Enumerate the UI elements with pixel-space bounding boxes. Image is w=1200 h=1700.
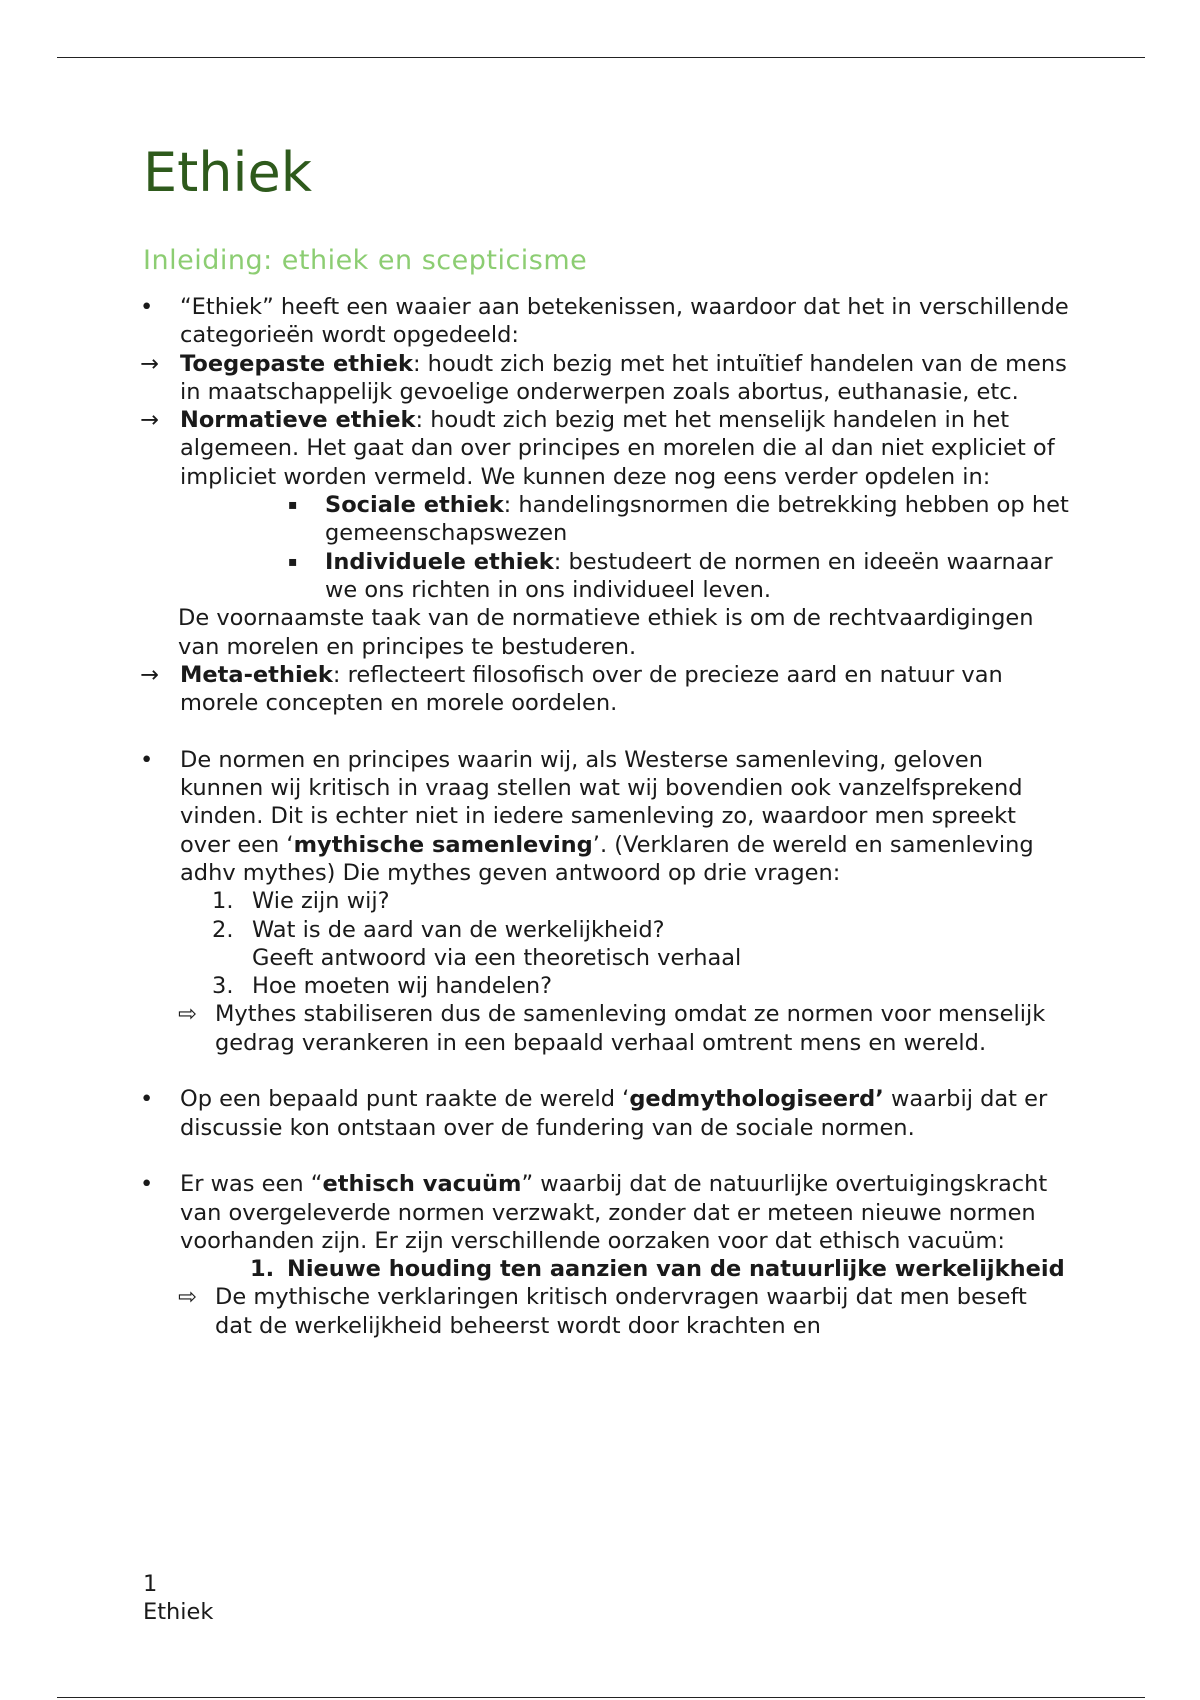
paragraph-text: Er was een “ xyxy=(180,1171,323,1198)
list-item-text: Hoe moeten wij handelen? xyxy=(252,973,553,1000)
document-body xyxy=(0,293,1200,1340)
arrow-marker: → xyxy=(140,407,159,434)
paragraph-text: Mythes stabiliseren dus de samenleving omdat ze normen voor menselijk gedrag verankeren in een bepaald verhaal omtrent mens en wereld. xyxy=(215,1001,1046,1056)
paragraph-text: De mythische verklaringen kritisch ondervragen waarbij dat men beseft dat de werkelijkheid beheerst wordt door krachten en xyxy=(215,1284,1027,1339)
paragraph-text: : houdt zich bezig met het menselijk handelen in het algemeen. Het gaat dan over principes en morelen die al dan niet expliciet of impliciet worden vermeld. We kunnen deze nog eens verder opdelen in: xyxy=(180,407,1055,490)
bullet-marker: • xyxy=(140,1086,154,1113)
arrow-marker: → xyxy=(140,661,159,688)
term-bold: ethisch vacuüm xyxy=(322,1171,522,1198)
number-marker: 2. xyxy=(212,916,234,943)
numbered-item-2 xyxy=(0,916,1200,944)
cause-item-1 xyxy=(0,1255,1200,1283)
paragraph-text: : handelingsnormen die betrekking hebben op het gemeenschapswezen xyxy=(325,492,1069,547)
number-marker: 1. xyxy=(250,1256,275,1283)
term-bold: gedmythologiseerd’ xyxy=(629,1086,884,1113)
paragraph-text: : houdt zich bezig met het intuïtief handelen van de mens in maatschappelijk gevoelige onderwerpen zoals abortus, euthanasie, etc. xyxy=(180,350,1067,405)
list-item-text: Wat is de aard van de werkelijkheid? xyxy=(252,916,665,943)
page-title: Ethiek xyxy=(143,141,313,204)
square-bullet-marker: ▪ xyxy=(288,553,298,570)
page-footer xyxy=(143,1570,213,1627)
result-item-cause-1 xyxy=(0,1283,1200,1340)
term-bold: mythische samenleving xyxy=(293,831,593,858)
normatieve-ethiek-note: De voornaamste taak van de normatieve ethiek is om de rechtvaardigingen van morelen en principes te bestuderen. xyxy=(178,605,1034,660)
paragraph-text: : bestudeert de normen en ideeën waarnaar we ons richten in ons individueel leven. xyxy=(325,548,1053,603)
result-item-mythes xyxy=(0,1000,1200,1057)
paragraph-text: ” waarbij dat de natuurlijke overtuigingskracht van overgeleverde normen verzwakt, zonder dat er meteen nieuwe normen voorhanden zijn. Er zijn verschillende oorzaken voor dat ethisch vacuüm: xyxy=(180,1171,1048,1254)
section-heading: Inleiding: ethiek en scepticisme xyxy=(143,245,588,276)
result-arrow-icon: ⇨ xyxy=(178,1284,197,1311)
paragraph-text: : reflecteert filosofisch over de precieze aard en natuur van morele concepten en morele oordelen. xyxy=(180,661,1003,717)
paragraph-text: De normen en principes waarin wij, als Westerse samenleving, geloven kunnen wij kritisch in vraag stellen wat wij bovendien ook vanzelfsprekend vinden. Dit is echter niet in iedere samenleving zo, waardoor men spreekt over een ‘ xyxy=(180,746,1023,858)
term-bold: Meta-ethiek xyxy=(180,661,333,688)
term-bold: Sociale ethiek xyxy=(325,492,504,519)
result-arrow-icon: ⇨ xyxy=(178,1001,197,1028)
numbered-item-3 xyxy=(0,972,1200,1000)
bullet-item-ethisch-vacuum xyxy=(0,1170,1200,1255)
numbered-item-2-note: Geeft antwoord via een theoretisch verhaal xyxy=(252,944,742,971)
square-bullet-marker: ▪ xyxy=(288,497,298,514)
paragraph-text: waarbij dat er discussie kon ontstaan over de fundering van de sociale normen. xyxy=(180,1086,1048,1141)
paragraph-text: “Ethiek” heeft een waaier aan betekenissen, waardoor dat het in verschillende categorieën wordt opgedeeld: xyxy=(180,294,1069,349)
term-bold: Toegepaste ethiek xyxy=(180,350,413,377)
bullet-item-mythische-samenleving xyxy=(0,746,1200,887)
arrow-item-toegepaste-ethiek xyxy=(0,350,1200,407)
paragraph-text: ’. (Verklaren de wereld en samenleving adhv mythes) Die mythes geven antwoord op drie vragen: xyxy=(180,831,1034,886)
bullet-marker: • xyxy=(140,294,154,320)
bullet-marker: • xyxy=(140,746,154,773)
square-item-sociale-ethiek xyxy=(0,491,1200,548)
term-bold: Normatieve ethiek xyxy=(180,407,416,434)
square-item-individuele-ethiek xyxy=(0,548,1200,605)
paragraph-text: Op een bepaald punt raakte de wereld ‘ xyxy=(180,1086,630,1113)
numbered-item-1 xyxy=(0,887,1200,915)
bullet-item-gedmythologiseerd xyxy=(0,1085,1200,1142)
list-item-text: Wie zijn wij? xyxy=(252,888,390,915)
arrow-marker: → xyxy=(140,350,159,377)
number-marker: 1. xyxy=(212,888,234,915)
arrow-item-normatieve-ethiek xyxy=(0,406,1200,491)
number-marker: 3. xyxy=(212,973,234,1000)
page-number: 1 xyxy=(143,1571,158,1597)
header-rule xyxy=(57,57,1145,58)
bullet-item-ethiek xyxy=(0,293,1200,350)
bullet-marker: • xyxy=(140,1171,154,1198)
arrow-item-meta-ethiek xyxy=(0,661,1200,718)
term-bold: Individuele ethiek xyxy=(325,548,554,575)
footer-rule xyxy=(57,1697,1145,1698)
footer-running-title: Ethiek xyxy=(143,1599,214,1626)
cause-heading: Nieuwe houding ten aanzien van de natuurlijke werkelijkheid xyxy=(287,1256,1065,1283)
